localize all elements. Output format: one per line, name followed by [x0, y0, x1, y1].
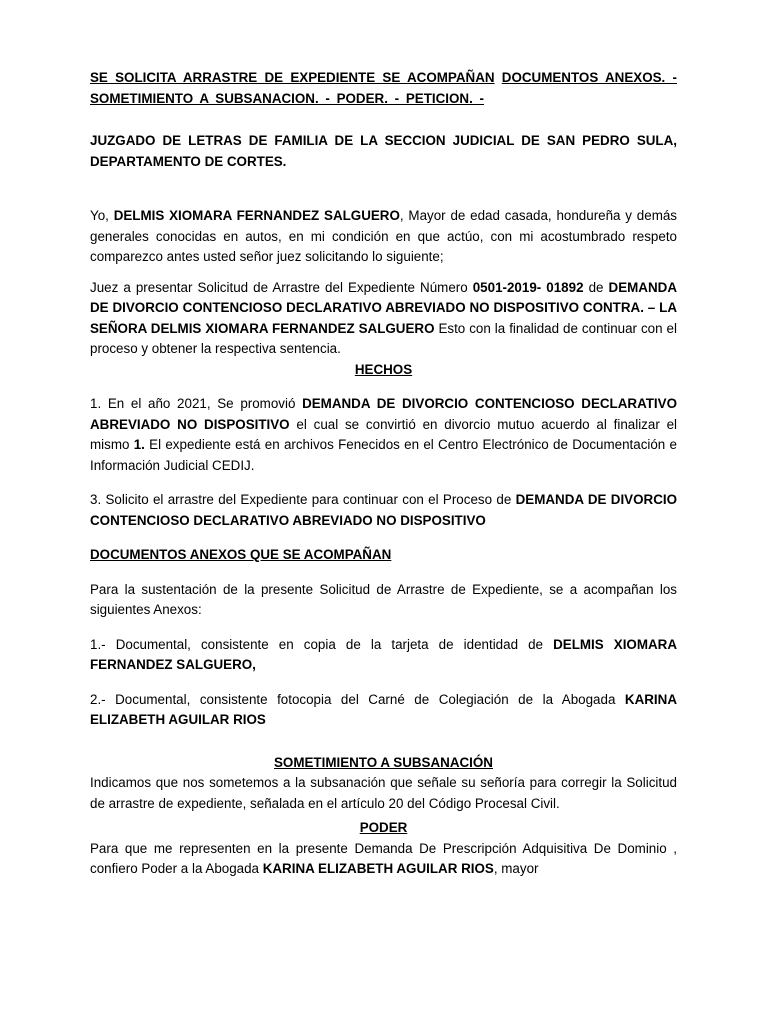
case-number: 0501-2019- 01892 [472, 279, 584, 295]
heading-part-1: SE SOLICITA ARRASTRE DE EXPEDIENTE SE [90, 70, 408, 85]
subsanacion-heading: SOMETIMIENTO A SUBSANACIÓN [274, 754, 493, 770]
hecho3-bold-1: DEMANDA DE DIVORCIO CONTENCIOSO DECLARATIVO ABREVIADO NO DISPOSITIVO [90, 492, 678, 528]
intro-paragraph [90, 206, 677, 268]
poder-text-1: Para que me representen en la presente Demanda De Prescripción Adquisitiva De Dominio , confiero Poder a la Abogada [90, 840, 677, 876]
poder-text-2: , mayor [493, 861, 539, 876]
document-page [90, 68, 677, 880]
anexos-intro: Para la sustentación de la presente Solicitud de Arrastre de Expediente, se a acompañan los siguientes Anexos: [90, 581, 677, 617]
anexo-2 [90, 690, 677, 731]
heading-part-4: DOCUMENTOS ANEXOS. - SOMETIMIENTO A SUBSANACION. - PODER. - PETICION. - [90, 70, 677, 106]
anexo2-bold: KARINA ELIZABETH AGUILAR RIOS [90, 691, 677, 727]
petitioner-name: DELMIS XIOMARA FERNANDEZ SALGUERO [113, 208, 400, 223]
hecho3-text-1: 3. Solicito el arrastre del Expediente para continuar con el Proceso de [90, 492, 516, 507]
court-address: JUZGADO DE LETRAS DE FAMILIA DE LA SECCION JUDICIAL DE SAN PEDRO SULA, DEPARTAMENTO DE CORTES. [90, 133, 677, 169]
hecho1-text-2: el cual se convirtió en divorcio mutuo acuerdo al finalizar el mismo [90, 416, 677, 452]
anexos-heading: DOCUMENTOS ANEXOS QUE SE ACOMPAÑAN [90, 547, 392, 562]
hecho1-bold-1: DEMANDA DE DIVORCIO CONTENCIOSO DECLARATIVO ABREVIADO NO DISPOSITIVO [90, 396, 677, 432]
anexo1-bold: DELMIS XIOMARA FERNANDEZ SALGUERO, [90, 636, 678, 672]
case-title: DEMANDA DE DIVORCIO CONTENCIOSO DECLARATIVO ABREVIADO NO DISPOSITIVO CONTRA. – LA SEÑORA DELMIS XIOMARA FERNANDEZ SALGUERO [90, 279, 677, 336]
request-text-2: de [583, 279, 609, 295]
request-paragraph [90, 278, 677, 360]
hecho-3 [90, 490, 677, 531]
request-text-3: Esto con la finalidad de continuar con el proceso y obtener la respectiva sentencia. [90, 320, 677, 356]
hecho-1 [90, 394, 677, 476]
anexo2-text: 2.- Documental, consistente fotocopia del Carné de Colegiación de la Abogada [90, 691, 625, 707]
anexo-1 [90, 635, 677, 676]
heading-part-2: ACOMPAÑAN [407, 70, 495, 85]
hecho1-text-1: 1. En el año 2021, Se promovió [90, 396, 303, 411]
document-heading [90, 68, 677, 109]
hecho1-bold-2: 1. [133, 437, 145, 452]
request-text-1: Juez a presentar Solicitud de Arrastre del Expediente Número [90, 279, 473, 295]
intro-text-2: , Mayor de edad casada, hondureña y demás generales conocidas en autos, en mi condición en que actúo, con mi acostumbrado respeto comparezco antes usted señor juez solicitando lo siguiente; [90, 208, 677, 264]
poder-heading: PODER [359, 820, 408, 835]
hechos-heading: HECHOS [354, 361, 413, 377]
intro-text-1: Yo, [90, 208, 114, 223]
hecho1-text-3: El expediente está en archivos Fenecidos en el Centro Electrónico de Documentación e Información Judicial CEDIJ. [90, 437, 677, 473]
poder-paragraph [90, 839, 677, 880]
poder-bold: KARINA ELIZABETH AGUILAR RIOS [262, 861, 494, 876]
heading-part-3 [495, 70, 502, 85]
subsanacion-paragraph: Indicamos que nos sometemos a la subsanación que señale su señoría para corregir la Solicitud de arrastre de expediente, señalada en el artículo 20 del Código Procesal Civil. [90, 775, 677, 811]
anexo1-text: 1.- Documental, consistente en copia de la tarjeta de identidad de [90, 636, 554, 652]
